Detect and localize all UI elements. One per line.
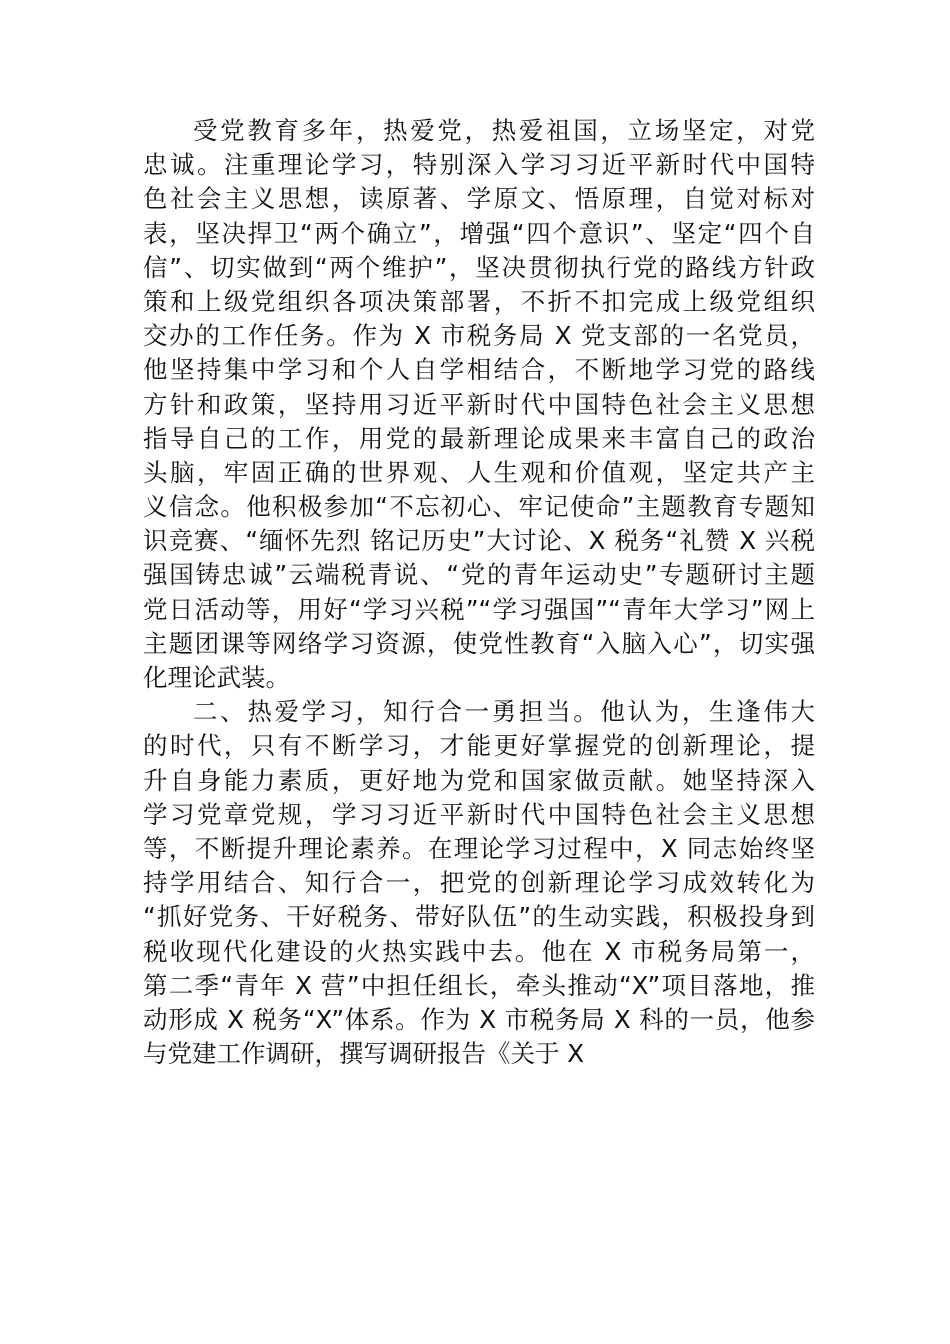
text-line: 表，坚决捍卫“两个确立”，增强“四个意识”、坚定“四个自 bbox=[143, 218, 815, 248]
text-line: 学习党章党规，学习习近平新时代中国特色社会主义思想 bbox=[143, 799, 815, 829]
text-line: 第二季“青年 X 营”中担任组长，牵头推动“X”项目落地，推 bbox=[143, 970, 815, 1000]
text-line: 强国铸忠诚”云端税青说、“党的青年运动史”专题研讨主题 bbox=[143, 560, 815, 590]
document-body bbox=[143, 114, 815, 1071]
text-line: 升自身能力素质，更好地为党和国家做贡献。她坚持深入 bbox=[143, 765, 815, 795]
text-line: 等，不断提升理论素养。在理论学习过程中，X 同志始终坚 bbox=[143, 833, 815, 863]
text-line: 方针和政策，坚持用习近平新时代中国特色社会主义思想 bbox=[143, 389, 815, 419]
text-line: 他坚持集中学习和个人自学相结合，不断地学习党的路线 bbox=[143, 355, 815, 385]
text-line: 税收现代化建设的火热实践中去。他在 X 市税务局第一， bbox=[143, 936, 815, 966]
text-line: 受党教育多年，热爱党，热爱祖国，立场坚定，对党 bbox=[193, 116, 815, 145]
text-line: 策和上级党组织各项决策部署，不折不扣完成上级党组织 bbox=[143, 286, 815, 316]
paragraph-2 bbox=[143, 695, 815, 1071]
text-line: 忠诚。注重理论学习，特别深入学习习近平新时代中国特 bbox=[143, 150, 815, 180]
paragraph-1 bbox=[143, 114, 815, 695]
text-line: 主题团课等网络学习资源，使党性教育“入脑入心”，切实强 bbox=[143, 628, 815, 658]
text-line: 与党建工作调研，撰写调研报告《关于 X bbox=[143, 1039, 585, 1069]
text-line: 交办的工作任务。作为 X 市税务局 X 党支部的一名党员， bbox=[143, 321, 815, 351]
text-line: 识竞赛、“缅怀先烈 铭记历史”大讨论、X 税务“礼赞 X 兴税 bbox=[143, 526, 815, 556]
text-line: 头脑，牢固正确的世界观、人生观和价值观，坚定共产主 bbox=[143, 457, 815, 487]
text-line: 信”、切实做到“两个维护”，坚决贯彻执行党的路线方针政 bbox=[143, 252, 815, 282]
text-line: 指导自己的工作，用党的最新理论成果来丰富自己的政治 bbox=[143, 423, 815, 453]
text-line: 动形成 X 税务“X”体系。作为 X 市税务局 X 科的一员，他参 bbox=[143, 1004, 815, 1034]
text-line: 色社会主义思想，读原著、学原文、悟原理，自觉对标对 bbox=[143, 184, 815, 214]
text-line: 党日活动等，用好“学习兴税”“学习强国”“青年大学习”网上 bbox=[143, 594, 815, 624]
text-line: “抓好党务、干好税务、带好队伍”的生动实践，积极投身到 bbox=[143, 902, 815, 932]
text-line: 义信念。他积极参加“不忘初心、牢记使命”主题教育专题知 bbox=[143, 492, 815, 522]
text-line: 二、热爱学习，知行合一勇担当。他认为，生逢伟大 bbox=[193, 697, 815, 727]
text-line: 的时代，只有不断学习，才能更好掌握党的创新理论，提 bbox=[143, 731, 815, 761]
text-line: 持学用结合、知行合一，把党的创新理论学习成效转化为 bbox=[143, 868, 815, 898]
text-line: 化理论武装。 bbox=[143, 663, 290, 692]
